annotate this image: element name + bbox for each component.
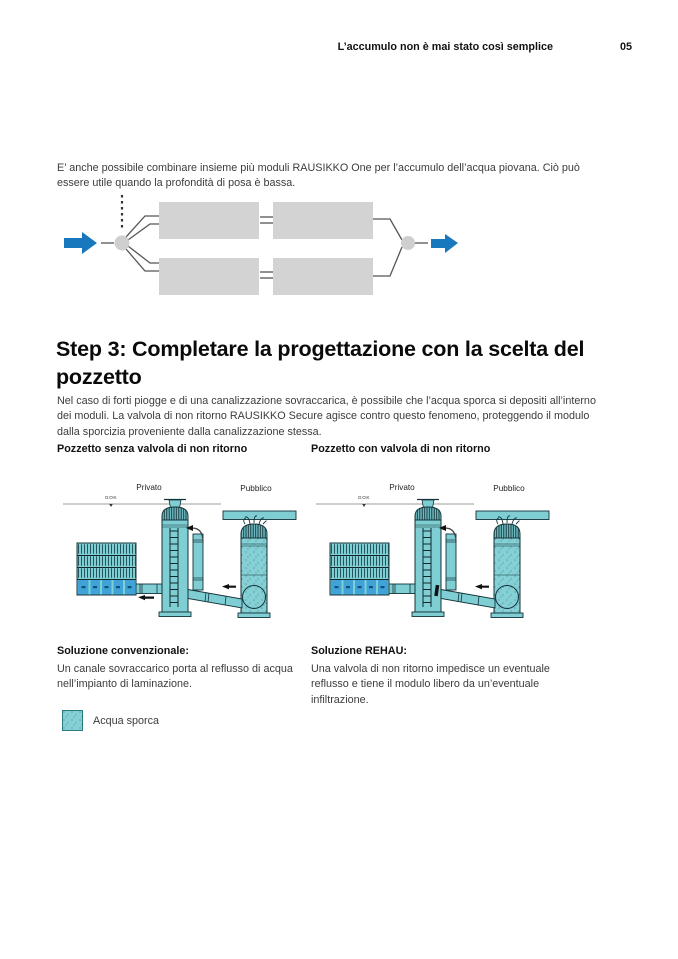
inflow-arrow-icon — [64, 232, 97, 254]
label-gok: GOK — [104, 496, 118, 501]
header-title: L’accumulo non è mai stato così semplice — [337, 41, 553, 53]
outlet-node — [401, 236, 415, 250]
module-rect — [273, 258, 373, 295]
section-body: Nel caso di forti piogge e di una canalizzazione sovraccarica, è possibile che l’acqua sporca si depositi all’interno dei moduli. La valvola di non ritorno RAUSIKKO Secure agisce contro questo fenomeno, proteggendo il modulo dalla sporcizia proveniente dalla canalizzazione stessa. — [57, 394, 596, 439]
section-heading: Step 3: Completare la progettazione con la scelta del pozzetto — [56, 337, 585, 389]
diagram-pozzetto-con-valvola — [313, 478, 551, 630]
diagram-pozzetto-senza-valvola — [60, 478, 298, 630]
solution-rehau — [311, 644, 569, 709]
solution-rehau-title: Soluzione REHAU: — [311, 645, 407, 657]
inlet-node — [115, 236, 130, 251]
solution-conventional-text: Un canale sovraccarico porta al reflusso di acqua nell’impianto di laminazione. — [57, 662, 293, 691]
solution-rehau-text: Una valvola di non ritorno impedisce un eventuale reflusso e tiene il modulo libero da un’eventuale infiltrazione. — [311, 662, 550, 706]
connection-lines — [101, 216, 428, 278]
subtitle-con-valvola: Pozzetto con valvola di non ritorno — [311, 443, 491, 455]
outflow-arrow-icon — [431, 234, 458, 253]
backflow-into-module-arrow-icon — [138, 595, 154, 600]
legend-acqua-sporca — [62, 710, 159, 731]
intro-paragraph: E’ anche possibile combinare insieme più moduli RAUSIKKO One per l’accumulo dell’acqua piovana. Ciò può essere utile quando la profondità di posa è bassa. — [57, 161, 580, 190]
label-privato: Privato — [136, 483, 162, 492]
dirty-water-swatch — [62, 710, 83, 731]
label-pubblico: Pubblico — [493, 484, 525, 493]
subtitle-senza-valvola: Pozzetto senza valvola di non ritorno — [57, 443, 248, 455]
module-rect — [159, 258, 259, 295]
legend-label: Acqua sporca — [93, 714, 160, 727]
solution-conventional — [57, 644, 309, 693]
module-rects — [159, 202, 373, 295]
module-rect — [273, 202, 373, 239]
label-privato: Privato — [389, 483, 415, 492]
label-gok: GOK — [357, 496, 371, 501]
module-combination-schematic — [57, 192, 467, 297]
label-pubblico: Pubblico — [240, 484, 272, 493]
module-rect — [159, 202, 259, 239]
page-number: 05 — [620, 41, 633, 53]
solution-conventional-title: Soluzione convenzionale: — [57, 645, 189, 657]
